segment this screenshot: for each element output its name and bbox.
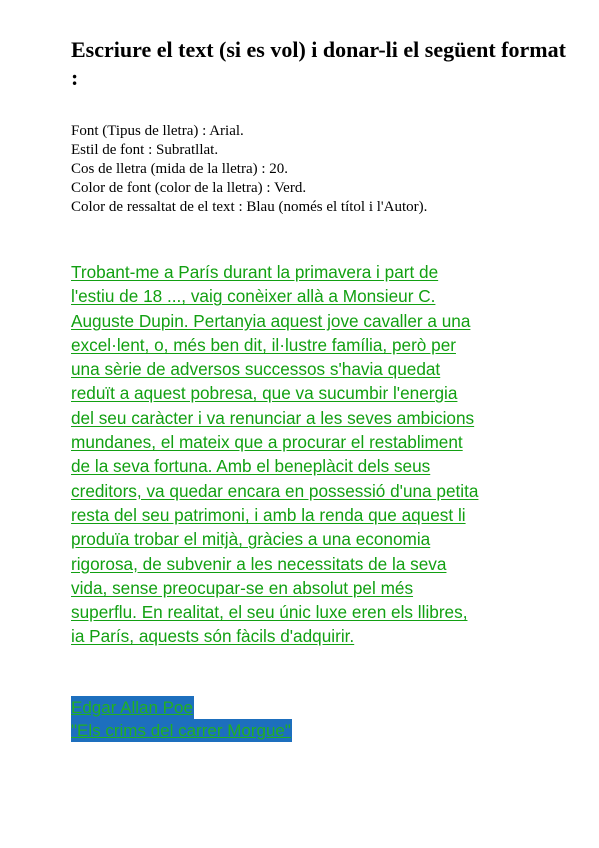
- instruction-font-size: Cos de lletra (mida de la lletra) : 20.: [71, 161, 289, 177]
- paragraph-line: ia París, aquests són fàcils d'adquirir.: [71, 626, 355, 647]
- credits-block: [71, 696, 292, 742]
- paragraph-line: resta del seu patrimoni, i amb la renda que aquest li: [71, 504, 466, 525]
- paragraph-line: rigorosa, de subvenir a les necessitats de la seva: [71, 553, 447, 574]
- paragraph-line: Trobant-me a París durant la primavera i part de: [71, 262, 439, 282]
- paragraph-line: creditors, va quedar encara en possessió d'una petita: [71, 480, 479, 501]
- work-title: "Els crims del carrer Morgue": [71, 721, 291, 740]
- author-name: Edgar Allan Poe: [71, 698, 193, 717]
- page-title: Escriure el text (si es vol) i donar-li el següent format :: [71, 37, 566, 90]
- paragraph-line: vida, sense preocupar-se en absolut pel més: [71, 577, 414, 598]
- paragraph-line: superflu. En realitat, el seu únic luxe eren els llibres,: [71, 602, 468, 623]
- paragraph-line: Auguste Dupin. Pertanyia aquest jove cavaller a una: [71, 310, 471, 331]
- paragraph-line: de la seva fortuna. Amb el beneplàcit dels seus: [71, 456, 431, 477]
- instruction-highlight-color: Color de ressaltat de el text : Blau (només el títol i l'Autor).: [71, 199, 428, 215]
- instruction-font: Font (Tipus de lletra) : Arial.: [71, 123, 244, 139]
- paragraph-line: excel·lent, o, més ben dit, il·lustre família, però per: [71, 334, 456, 355]
- paragraph-line: una sèrie de adversos successos s'havia quedat: [71, 359, 441, 380]
- paragraph-line: produïa trobar el mitjà, gràcies a una economia: [71, 529, 431, 550]
- instruction-font-style: Estil de font : Subratllat.: [71, 142, 219, 158]
- paragraph-line: reduït a aquest pobresa, que va sucumbir l'energia: [71, 383, 458, 404]
- instruction-font-color: Color de font (color de la lletra) : Verd.: [71, 180, 307, 196]
- story-paragraph: [71, 260, 571, 649]
- paragraph-line: l'estiu de 18 ..., vaig conèixer allà a Monsieur C.: [71, 286, 436, 307]
- paragraph-line: del seu caràcter i va renunciar a les seves ambicions: [71, 407, 475, 428]
- format-instructions-list: [71, 122, 571, 217]
- paragraph-line: mundanes, el mateix que a procurar el restabliment: [71, 432, 463, 453]
